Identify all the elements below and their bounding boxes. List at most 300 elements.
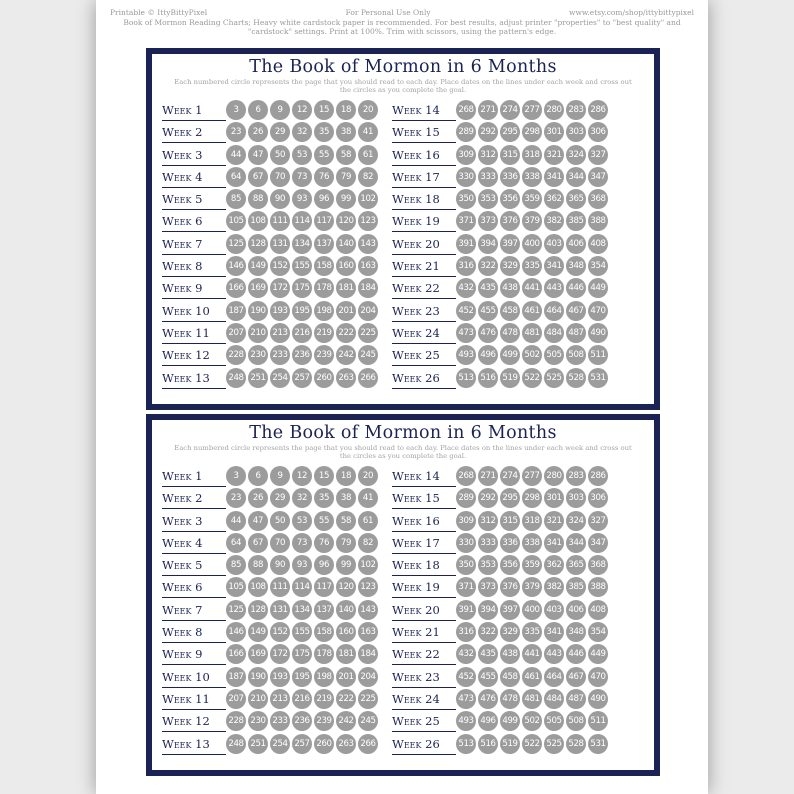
page-circle[interactable]: 312 (478, 145, 498, 165)
page-circle[interactable]: 149 (248, 622, 268, 642)
page-circle[interactable]: 47 (248, 145, 268, 165)
page-circle[interactable]: 169 (248, 644, 268, 664)
page-circle[interactable]: 79 (336, 533, 356, 553)
page-circle[interactable]: 105 (226, 577, 246, 597)
page-circle[interactable]: 257 (292, 368, 312, 388)
page-circle[interactable]: 96 (314, 555, 334, 575)
page-circle[interactable]: 15 (314, 100, 334, 120)
page-circle[interactable]: 446 (566, 278, 586, 298)
page-circle[interactable]: 26 (248, 122, 268, 142)
page-circle[interactable]: 350 (456, 555, 476, 575)
page-circle[interactable]: 239 (314, 711, 334, 731)
page-circle[interactable]: 338 (522, 533, 542, 553)
page-circle[interactable]: 268 (456, 100, 476, 120)
page-circle[interactable]: 201 (336, 301, 356, 321)
page-circle[interactable]: 251 (248, 368, 268, 388)
page-circle[interactable]: 18 (336, 466, 356, 486)
page-circle[interactable]: 435 (478, 278, 498, 298)
page-circle[interactable]: 23 (226, 488, 246, 508)
page-circle[interactable]: 131 (270, 234, 290, 254)
page-circle[interactable]: 195 (292, 301, 312, 321)
page-circle[interactable]: 513 (456, 368, 476, 388)
page-circle[interactable]: 295 (500, 488, 520, 508)
page-circle[interactable]: 327 (588, 511, 608, 531)
page-circle[interactable]: 44 (226, 511, 246, 531)
page-circle[interactable]: 406 (566, 234, 586, 254)
page-circle[interactable]: 283 (566, 466, 586, 486)
page-circle[interactable]: 289 (456, 488, 476, 508)
page-circle[interactable]: 335 (522, 256, 542, 276)
page-circle[interactable]: 371 (456, 577, 476, 597)
page-circle[interactable]: 353 (478, 555, 498, 575)
page-circle[interactable]: 505 (544, 345, 564, 365)
page-circle[interactable]: 114 (292, 577, 312, 597)
page-circle[interactable]: 169 (248, 278, 268, 298)
page-circle[interactable]: 125 (226, 600, 246, 620)
page-circle[interactable]: 368 (588, 189, 608, 209)
page-circle[interactable]: 187 (226, 301, 246, 321)
page-circle[interactable]: 455 (478, 301, 498, 321)
page-circle[interactable]: 336 (500, 167, 520, 187)
page-circle[interactable]: 193 (270, 667, 290, 687)
page-circle[interactable]: 143 (358, 234, 378, 254)
page-circle[interactable]: 32 (292, 122, 312, 142)
page-circle[interactable]: 120 (336, 577, 356, 597)
page-circle[interactable]: 403 (544, 600, 564, 620)
page-circle[interactable]: 400 (522, 234, 542, 254)
page-circle[interactable]: 146 (226, 622, 246, 642)
page-circle[interactable]: 435 (478, 644, 498, 664)
page-circle[interactable]: 90 (270, 555, 290, 575)
page-circle[interactable]: 316 (456, 622, 476, 642)
page-circle[interactable]: 64 (226, 533, 246, 553)
page-circle[interactable]: 368 (588, 555, 608, 575)
page-circle[interactable]: 3 (226, 100, 246, 120)
page-circle[interactable]: 324 (566, 511, 586, 531)
page-circle[interactable]: 257 (292, 734, 312, 754)
page-circle[interactable]: 408 (588, 600, 608, 620)
page-circle[interactable]: 70 (270, 167, 290, 187)
page-circle[interactable]: 443 (544, 644, 564, 664)
page-circle[interactable]: 502 (522, 345, 542, 365)
page-circle[interactable]: 204 (358, 667, 378, 687)
page-circle[interactable]: 306 (588, 488, 608, 508)
page-circle[interactable]: 476 (478, 323, 498, 343)
page-circle[interactable]: 449 (588, 278, 608, 298)
page-circle[interactable]: 496 (478, 345, 498, 365)
page-circle[interactable]: 321 (544, 145, 564, 165)
page-circle[interactable]: 146 (226, 256, 246, 276)
page-circle[interactable]: 522 (522, 368, 542, 388)
page-circle[interactable]: 441 (522, 278, 542, 298)
page-circle[interactable]: 225 (358, 323, 378, 343)
page-circle[interactable]: 175 (292, 278, 312, 298)
page-circle[interactable]: 470 (588, 301, 608, 321)
page-circle[interactable]: 397 (500, 234, 520, 254)
page-circle[interactable]: 41 (358, 488, 378, 508)
page-circle[interactable]: 47 (248, 511, 268, 531)
page-circle[interactable]: 29 (270, 488, 290, 508)
page-circle[interactable]: 329 (500, 256, 520, 276)
page-circle[interactable]: 388 (588, 577, 608, 597)
page-circle[interactable]: 298 (522, 122, 542, 142)
page-circle[interactable]: 85 (226, 189, 246, 209)
page-circle[interactable]: 219 (314, 323, 334, 343)
page-circle[interactable]: 371 (456, 211, 476, 231)
page-circle[interactable]: 309 (456, 145, 476, 165)
page-circle[interactable]: 178 (314, 278, 334, 298)
page-circle[interactable]: 511 (588, 711, 608, 731)
page-circle[interactable]: 446 (566, 644, 586, 664)
page-circle[interactable]: 406 (566, 600, 586, 620)
page-circle[interactable]: 493 (456, 345, 476, 365)
page-circle[interactable]: 347 (588, 167, 608, 187)
page-circle[interactable]: 336 (500, 533, 520, 553)
page-circle[interactable]: 228 (226, 345, 246, 365)
page-circle[interactable]: 242 (336, 711, 356, 731)
page-circle[interactable]: 254 (270, 734, 290, 754)
page-circle[interactable]: 373 (478, 211, 498, 231)
page-circle[interactable]: 35 (314, 122, 334, 142)
page-circle[interactable]: 160 (336, 256, 356, 276)
page-circle[interactable]: 391 (456, 600, 476, 620)
page-circle[interactable]: 58 (336, 511, 356, 531)
page-circle[interactable]: 318 (522, 145, 542, 165)
page-circle[interactable]: 9 (270, 466, 290, 486)
page-circle[interactable]: 365 (566, 189, 586, 209)
page-circle[interactable]: 160 (336, 622, 356, 642)
page-circle[interactable]: 321 (544, 511, 564, 531)
page-circle[interactable]: 41 (358, 122, 378, 142)
page-circle[interactable]: 513 (456, 734, 476, 754)
page-circle[interactable]: 467 (566, 301, 586, 321)
page-circle[interactable]: 508 (566, 711, 586, 731)
page-circle[interactable]: 6 (248, 466, 268, 486)
page-circle[interactable]: 228 (226, 711, 246, 731)
page-circle[interactable]: 528 (566, 734, 586, 754)
page-circle[interactable]: 499 (500, 711, 520, 731)
page-circle[interactable]: 490 (588, 689, 608, 709)
page-circle[interactable]: 128 (248, 234, 268, 254)
page-circle[interactable]: 499 (500, 345, 520, 365)
page-circle[interactable]: 348 (566, 256, 586, 276)
page-circle[interactable]: 99 (336, 555, 356, 575)
page-circle[interactable]: 516 (478, 368, 498, 388)
page-circle[interactable]: 73 (292, 167, 312, 187)
page-circle[interactable]: 96 (314, 189, 334, 209)
page-circle[interactable]: 254 (270, 368, 290, 388)
page-circle[interactable]: 73 (292, 533, 312, 553)
page-circle[interactable]: 266 (358, 368, 378, 388)
page-circle[interactable]: 76 (314, 167, 334, 187)
page-circle[interactable]: 484 (544, 689, 564, 709)
page-circle[interactable]: 316 (456, 256, 476, 276)
page-circle[interactable]: 20 (358, 100, 378, 120)
page-circle[interactable]: 201 (336, 667, 356, 687)
page-circle[interactable]: 338 (522, 167, 542, 187)
page-circle[interactable]: 195 (292, 667, 312, 687)
page-circle[interactable]: 158 (314, 256, 334, 276)
page-circle[interactable]: 181 (336, 278, 356, 298)
page-circle[interactable]: 315 (500, 511, 520, 531)
page-circle[interactable]: 213 (270, 323, 290, 343)
page-circle[interactable]: 155 (292, 622, 312, 642)
page-circle[interactable]: 93 (292, 189, 312, 209)
page-circle[interactable]: 140 (336, 600, 356, 620)
page-circle[interactable]: 379 (522, 211, 542, 231)
page-circle[interactable]: 432 (456, 644, 476, 664)
page-circle[interactable]: 172 (270, 644, 290, 664)
page-circle[interactable]: 67 (248, 167, 268, 187)
page-circle[interactable]: 198 (314, 667, 334, 687)
page-circle[interactable]: 493 (456, 711, 476, 731)
page-circle[interactable]: 473 (456, 323, 476, 343)
page-circle[interactable]: 303 (566, 488, 586, 508)
page-circle[interactable]: 359 (522, 555, 542, 575)
page-circle[interactable]: 394 (478, 234, 498, 254)
page-circle[interactable]: 111 (270, 211, 290, 231)
page-circle[interactable]: 53 (292, 511, 312, 531)
page-circle[interactable]: 108 (248, 577, 268, 597)
page-circle[interactable]: 525 (544, 734, 564, 754)
page-circle[interactable]: 280 (544, 100, 564, 120)
page-circle[interactable]: 266 (358, 734, 378, 754)
page-circle[interactable]: 333 (478, 533, 498, 553)
page-circle[interactable]: 350 (456, 189, 476, 209)
page-circle[interactable]: 365 (566, 555, 586, 575)
page-circle[interactable]: 251 (248, 734, 268, 754)
page-circle[interactable]: 341 (544, 167, 564, 187)
page-circle[interactable]: 239 (314, 345, 334, 365)
page-circle[interactable]: 432 (456, 278, 476, 298)
page-circle[interactable]: 184 (358, 278, 378, 298)
page-circle[interactable]: 481 (522, 689, 542, 709)
page-circle[interactable]: 301 (544, 488, 564, 508)
page-circle[interactable]: 385 (566, 577, 586, 597)
page-circle[interactable]: 286 (588, 466, 608, 486)
page-circle[interactable]: 29 (270, 122, 290, 142)
page-circle[interactable]: 333 (478, 167, 498, 187)
page-circle[interactable]: 248 (226, 368, 246, 388)
page-circle[interactable]: 163 (358, 622, 378, 642)
page-circle[interactable]: 58 (336, 145, 356, 165)
page-circle[interactable]: 391 (456, 234, 476, 254)
page-circle[interactable]: 26 (248, 488, 268, 508)
page-circle[interactable]: 152 (270, 622, 290, 642)
page-circle[interactable]: 216 (292, 323, 312, 343)
page-circle[interactable]: 327 (588, 145, 608, 165)
page-circle[interactable]: 12 (292, 466, 312, 486)
page-circle[interactable]: 438 (500, 278, 520, 298)
page-circle[interactable]: 379 (522, 577, 542, 597)
page-circle[interactable]: 128 (248, 600, 268, 620)
page-circle[interactable]: 373 (478, 577, 498, 597)
page-circle[interactable]: 353 (478, 189, 498, 209)
page-circle[interactable]: 484 (544, 323, 564, 343)
page-circle[interactable]: 152 (270, 256, 290, 276)
page-circle[interactable]: 344 (566, 167, 586, 187)
page-circle[interactable]: 175 (292, 644, 312, 664)
page-circle[interactable]: 461 (522, 667, 542, 687)
page-circle[interactable]: 18 (336, 100, 356, 120)
page-circle[interactable]: 330 (456, 167, 476, 187)
page-circle[interactable]: 178 (314, 644, 334, 664)
page-circle[interactable]: 490 (588, 323, 608, 343)
page-circle[interactable]: 15 (314, 466, 334, 486)
page-circle[interactable]: 478 (500, 323, 520, 343)
page-circle[interactable]: 85 (226, 555, 246, 575)
page-circle[interactable]: 163 (358, 256, 378, 276)
page-circle[interactable]: 53 (292, 145, 312, 165)
page-circle[interactable]: 149 (248, 256, 268, 276)
page-circle[interactable]: 461 (522, 301, 542, 321)
page-circle[interactable]: 213 (270, 689, 290, 709)
page-circle[interactable]: 388 (588, 211, 608, 231)
page-circle[interactable]: 155 (292, 256, 312, 276)
page-circle[interactable]: 204 (358, 301, 378, 321)
page-circle[interactable]: 236 (292, 711, 312, 731)
page-circle[interactable]: 236 (292, 345, 312, 365)
page-circle[interactable]: 76 (314, 533, 334, 553)
page-circle[interactable]: 125 (226, 234, 246, 254)
page-circle[interactable]: 348 (566, 622, 586, 642)
page-circle[interactable]: 93 (292, 555, 312, 575)
page-circle[interactable]: 88 (248, 189, 268, 209)
page-circle[interactable]: 335 (522, 622, 542, 642)
page-circle[interactable]: 511 (588, 345, 608, 365)
page-circle[interactable]: 245 (358, 345, 378, 365)
page-circle[interactable]: 329 (500, 622, 520, 642)
page-circle[interactable]: 79 (336, 167, 356, 187)
page-circle[interactable]: 222 (336, 323, 356, 343)
page-circle[interactable]: 443 (544, 278, 564, 298)
page-circle[interactable]: 190 (248, 667, 268, 687)
page-circle[interactable]: 487 (566, 689, 586, 709)
page-circle[interactable]: 131 (270, 600, 290, 620)
page-circle[interactable]: 38 (336, 122, 356, 142)
page-circle[interactable]: 61 (358, 145, 378, 165)
page-circle[interactable]: 61 (358, 511, 378, 531)
page-circle[interactable]: 362 (544, 555, 564, 575)
page-circle[interactable]: 225 (358, 689, 378, 709)
page-circle[interactable]: 473 (456, 689, 476, 709)
page-circle[interactable]: 102 (358, 555, 378, 575)
page-circle[interactable]: 382 (544, 577, 564, 597)
page-circle[interactable]: 306 (588, 122, 608, 142)
page-circle[interactable]: 108 (248, 211, 268, 231)
page-circle[interactable]: 502 (522, 711, 542, 731)
page-circle[interactable]: 9 (270, 100, 290, 120)
page-circle[interactable]: 134 (292, 234, 312, 254)
page-circle[interactable]: 55 (314, 511, 334, 531)
page-circle[interactable]: 222 (336, 689, 356, 709)
page-circle[interactable]: 184 (358, 644, 378, 664)
page-circle[interactable]: 312 (478, 511, 498, 531)
page-circle[interactable]: 354 (588, 622, 608, 642)
page-circle[interactable]: 283 (566, 100, 586, 120)
page-circle[interactable]: 82 (358, 533, 378, 553)
page-circle[interactable]: 356 (500, 555, 520, 575)
page-circle[interactable]: 347 (588, 533, 608, 553)
page-circle[interactable]: 248 (226, 734, 246, 754)
page-circle[interactable]: 341 (544, 622, 564, 642)
page-circle[interactable]: 516 (478, 734, 498, 754)
page-circle[interactable]: 120 (336, 211, 356, 231)
page-circle[interactable]: 408 (588, 234, 608, 254)
page-circle[interactable]: 210 (248, 689, 268, 709)
page-circle[interactable]: 505 (544, 711, 564, 731)
page-circle[interactable]: 274 (500, 100, 520, 120)
page-circle[interactable]: 50 (270, 511, 290, 531)
page-circle[interactable]: 242 (336, 345, 356, 365)
page-circle[interactable]: 324 (566, 145, 586, 165)
page-circle[interactable]: 12 (292, 100, 312, 120)
page-circle[interactable]: 481 (522, 323, 542, 343)
page-circle[interactable]: 210 (248, 323, 268, 343)
page-circle[interactable]: 263 (336, 368, 356, 388)
page-circle[interactable]: 158 (314, 622, 334, 642)
page-circle[interactable]: 207 (226, 689, 246, 709)
page-circle[interactable]: 487 (566, 323, 586, 343)
page-circle[interactable]: 271 (478, 100, 498, 120)
page-circle[interactable]: 359 (522, 189, 542, 209)
page-circle[interactable]: 268 (456, 466, 476, 486)
page-circle[interactable]: 438 (500, 644, 520, 664)
page-circle[interactable]: 134 (292, 600, 312, 620)
page-circle[interactable]: 233 (270, 711, 290, 731)
page-circle[interactable]: 309 (456, 511, 476, 531)
page-circle[interactable]: 70 (270, 533, 290, 553)
page-circle[interactable]: 452 (456, 667, 476, 687)
page-circle[interactable]: 458 (500, 301, 520, 321)
page-circle[interactable]: 50 (270, 145, 290, 165)
page-circle[interactable]: 496 (478, 711, 498, 731)
page-circle[interactable]: 207 (226, 323, 246, 343)
page-circle[interactable]: 467 (566, 667, 586, 687)
page-circle[interactable]: 531 (588, 734, 608, 754)
page-circle[interactable]: 277 (522, 466, 542, 486)
page-circle[interactable]: 117 (314, 577, 334, 597)
page-circle[interactable]: 341 (544, 533, 564, 553)
page-circle[interactable]: 322 (478, 256, 498, 276)
page-circle[interactable]: 137 (314, 234, 334, 254)
page-circle[interactable]: 260 (314, 734, 334, 754)
page-circle[interactable]: 464 (544, 301, 564, 321)
page-circle[interactable]: 292 (478, 488, 498, 508)
page-circle[interactable]: 233 (270, 345, 290, 365)
page-circle[interactable]: 403 (544, 234, 564, 254)
page-circle[interactable]: 143 (358, 600, 378, 620)
page-circle[interactable]: 114 (292, 211, 312, 231)
page-circle[interactable]: 82 (358, 167, 378, 187)
page-circle[interactable]: 344 (566, 533, 586, 553)
page-circle[interactable]: 280 (544, 466, 564, 486)
page-circle[interactable]: 464 (544, 667, 564, 687)
page-circle[interactable]: 289 (456, 122, 476, 142)
page-circle[interactable]: 519 (500, 368, 520, 388)
page-circle[interactable]: 449 (588, 644, 608, 664)
page-circle[interactable]: 400 (522, 600, 542, 620)
page-circle[interactable]: 458 (500, 667, 520, 687)
page-circle[interactable]: 90 (270, 189, 290, 209)
page-circle[interactable]: 303 (566, 122, 586, 142)
page-circle[interactable]: 55 (314, 145, 334, 165)
page-circle[interactable]: 260 (314, 368, 334, 388)
page-circle[interactable]: 478 (500, 689, 520, 709)
page-circle[interactable]: 525 (544, 368, 564, 388)
page-circle[interactable]: 522 (522, 734, 542, 754)
page-circle[interactable]: 356 (500, 189, 520, 209)
